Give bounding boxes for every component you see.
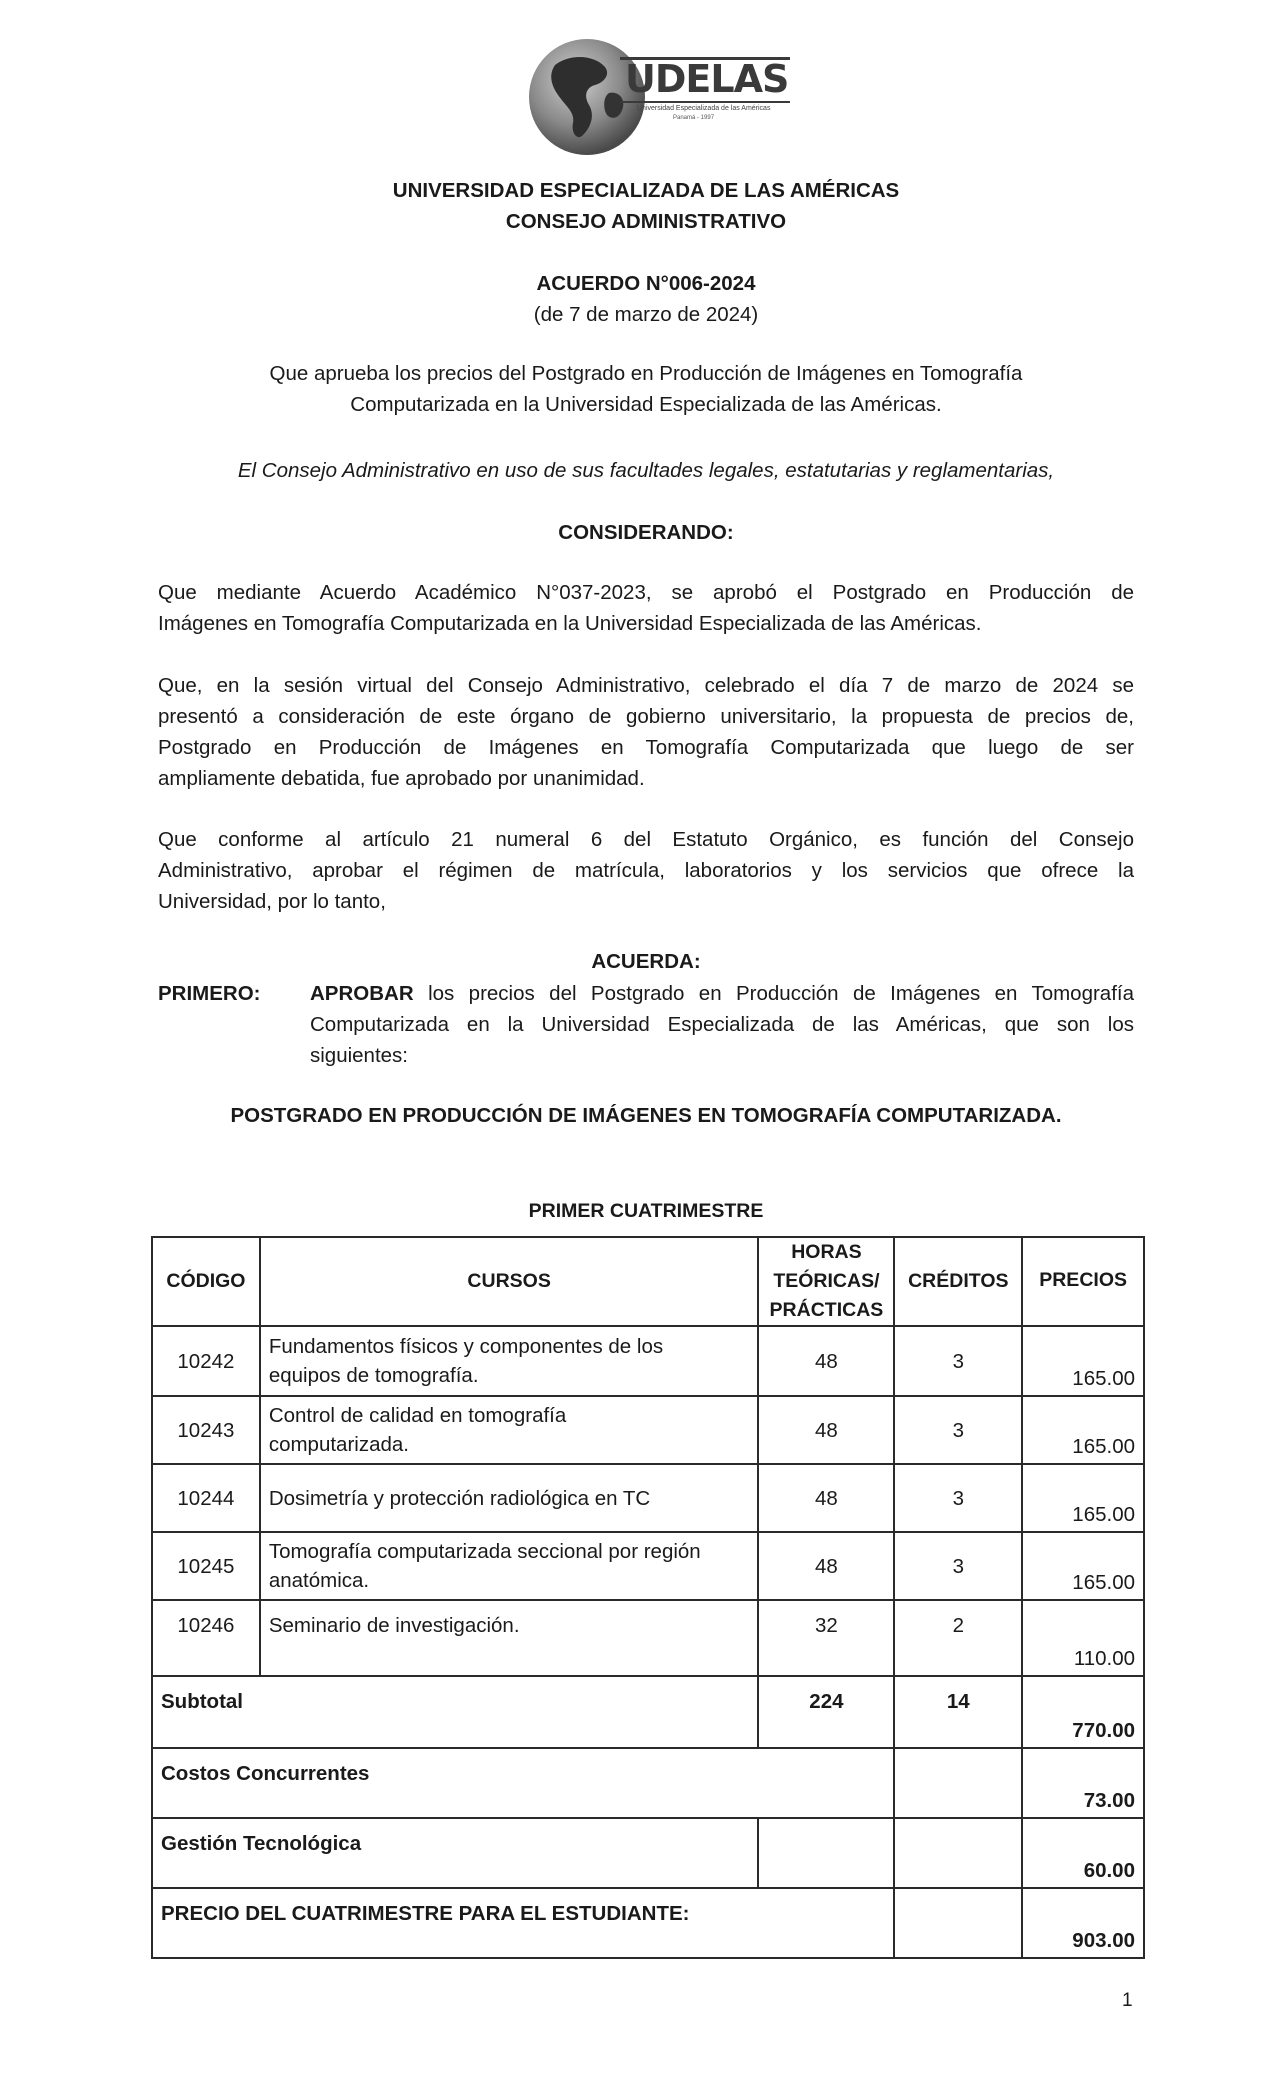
- course-hours: 48: [758, 1326, 894, 1396]
- table-row: [152, 1396, 1144, 1464]
- text-line: presentó a consideración de este órgano de gobierno universitario, la propuesta de precios de,: [158, 705, 1134, 728]
- text-line: [310, 978, 1134, 1009]
- course-name: Seminario de investigación.: [260, 1600, 759, 1676]
- text-line: Postgrado en Producción de Imágenes en Tomografía Computarizada que luego de ser: [158, 736, 1134, 759]
- logo-subtitle: Universidad Especializada de las Américas: [637, 105, 771, 112]
- logo-year: Panamá - 1997: [673, 115, 715, 121]
- empty-cell: [894, 1888, 1022, 1958]
- header-hours-line: HORAS: [791, 1241, 862, 1263]
- course-credits: 2: [894, 1600, 1022, 1676]
- subtotal-label: Subtotal: [152, 1676, 758, 1748]
- subject-line-1: Que aprueba los precios del Postgrado en Producción de Imágenes en Tomografía: [269, 362, 1023, 385]
- page-number: 1: [1122, 1990, 1133, 2011]
- text-line: siguientes:: [310, 1044, 409, 1067]
- price-table: [151, 1236, 1145, 1959]
- agreement-number: ACUERDO N°006-2024: [536, 272, 756, 295]
- table-row: [152, 1326, 1144, 1396]
- concurrent-costs-row: [152, 1748, 1144, 1818]
- header-code: CÓDIGO: [152, 1237, 260, 1326]
- course-credits: 3: [894, 1396, 1022, 1464]
- table-row: [152, 1464, 1144, 1532]
- table-header-row: [152, 1237, 1144, 1326]
- table-caption: PRIMER CUATRIMESTRE: [528, 1200, 764, 1222]
- concurrent-costs-label: Costos Concurrentes: [152, 1748, 894, 1818]
- subtotal-row: [152, 1676, 1144, 1748]
- course-hours: 48: [758, 1396, 894, 1464]
- course-code: 10245: [152, 1532, 260, 1600]
- text-line: Administrativo, aprobar el régimen de matrícula, laboratorios y los servicios que ofrece la: [158, 859, 1134, 882]
- course-code: 10244: [152, 1464, 260, 1532]
- approve-verb: APROBAR: [310, 982, 414, 1005]
- university-name: UNIVERSIDAD ESPECIALIZADA DE LAS AMÉRICAS: [392, 179, 900, 202]
- tech-management-label: Gestión Tecnológica: [152, 1818, 758, 1888]
- tech-management-row: [152, 1818, 1144, 1888]
- header-credits: CRÉDITOS: [894, 1237, 1022, 1326]
- course-price: 110.00: [1022, 1600, 1144, 1676]
- header-prices: PRECIOS: [1022, 1237, 1144, 1326]
- subject-line-2: Computarizada en la Universidad Especializada de las Américas.: [350, 393, 942, 416]
- course-price: 165.00: [1022, 1464, 1144, 1532]
- course-price: 165.00: [1022, 1532, 1144, 1600]
- header-hours-line: PRÁCTICAS: [769, 1299, 884, 1321]
- considering-heading: CONSIDERANDO:: [558, 521, 734, 544]
- course-name: [260, 1532, 759, 1600]
- subtotal-price: 770.00: [1022, 1676, 1144, 1748]
- header-hours: [758, 1237, 894, 1326]
- empty-cell: [894, 1748, 1022, 1818]
- course-price: 165.00: [1022, 1326, 1144, 1396]
- text-line: Que mediante Acuerdo Académico N°037-2023, se aprobó el Postgrado en Producción de: [158, 581, 1134, 604]
- course-name-line: anatómica.: [268, 1569, 370, 1592]
- course-credits: 3: [894, 1464, 1022, 1532]
- first-article-body: [310, 978, 1134, 1071]
- text-line: ampliamente debatida, fue aprobado por unanimidad.: [158, 767, 645, 790]
- header-courses: CURSOS: [260, 1237, 759, 1326]
- course-name: [260, 1396, 759, 1464]
- tech-management-price: 60.00: [1022, 1818, 1144, 1888]
- empty-cell: [758, 1818, 894, 1888]
- text-line: Computarizada en la Universidad Especializada de las Américas, que son los: [310, 1013, 1134, 1036]
- considering-paragraph-3: [158, 824, 1134, 917]
- considering-paragraph-1: [158, 577, 1134, 639]
- text-fragment: los precios del Postgrado en Producción de Imágenes en Tomografía: [413, 982, 1134, 1005]
- logo-wordmark: UDELAS: [625, 57, 789, 101]
- course-price: 165.00: [1022, 1396, 1144, 1464]
- course-name-line: Fundamentos físicos y componentes de los: [268, 1335, 664, 1358]
- course-credits: 3: [894, 1532, 1022, 1600]
- resolves-heading: ACUERDA:: [591, 950, 701, 973]
- empty-cell: [894, 1818, 1022, 1888]
- program-title: POSTGRADO EN PRODUCCIÓN DE IMÁGENES EN TOMOGRAFÍA COMPUTARIZADA.: [230, 1104, 1062, 1127]
- course-hours: 32: [758, 1600, 894, 1676]
- text-line: Que, en la sesión virtual del Consejo Administrativo, celebrado el día 7 de marzo de 2024 se: [158, 674, 1134, 697]
- concurrent-costs-price: 73.00: [1022, 1748, 1144, 1818]
- total-label: PRECIO DEL CUATRIMESTRE PARA EL ESTUDIANTE:: [152, 1888, 894, 1958]
- course-hours: 48: [758, 1532, 894, 1600]
- udelas-logo: [525, 35, 795, 160]
- preamble: El Consejo Administrativo en uso de sus facultades legales, estatutarias y reglamentarias,: [237, 459, 1055, 482]
- course-code: 10243: [152, 1396, 260, 1464]
- text-line: Universidad, por lo tanto,: [158, 890, 386, 913]
- course-hours: 48: [758, 1464, 894, 1532]
- subtotal-credits: 14: [894, 1676, 1022, 1748]
- table-row: [152, 1600, 1144, 1676]
- course-name-line: Control de calidad en tomografía: [268, 1404, 567, 1427]
- text-line: Que conforme al artículo 21 numeral 6 del Estatuto Orgánico, es función del Consejo: [158, 828, 1134, 851]
- text-line: Imágenes en Tomografía Computarizada en la Universidad Especializada de las Américas.: [158, 612, 982, 635]
- header-hours-line: TEÓRICAS/: [773, 1270, 880, 1292]
- course-name: [260, 1326, 759, 1396]
- course-code: 10242: [152, 1326, 260, 1396]
- council-name: CONSEJO ADMINISTRATIVO: [505, 210, 787, 233]
- agreement-date: (de 7 de marzo de 2024): [533, 303, 759, 326]
- course-name-line: Tomografía computarizada seccional por región: [268, 1540, 701, 1563]
- table-row: [152, 1532, 1144, 1600]
- total-price: 903.00: [1022, 1888, 1144, 1958]
- subtotal-hours: 224: [758, 1676, 894, 1748]
- considering-paragraph-2: [158, 670, 1134, 794]
- course-name-line: computarizada.: [268, 1433, 409, 1456]
- first-article-label: PRIMERO:: [158, 982, 261, 1005]
- course-name-line: equipos de tomografía.: [268, 1364, 479, 1387]
- total-row: [152, 1888, 1144, 1958]
- course-code: 10246: [152, 1600, 260, 1676]
- course-credits: 3: [894, 1326, 1022, 1396]
- course-name: Dosimetría y protección radiológica en TC: [260, 1464, 759, 1532]
